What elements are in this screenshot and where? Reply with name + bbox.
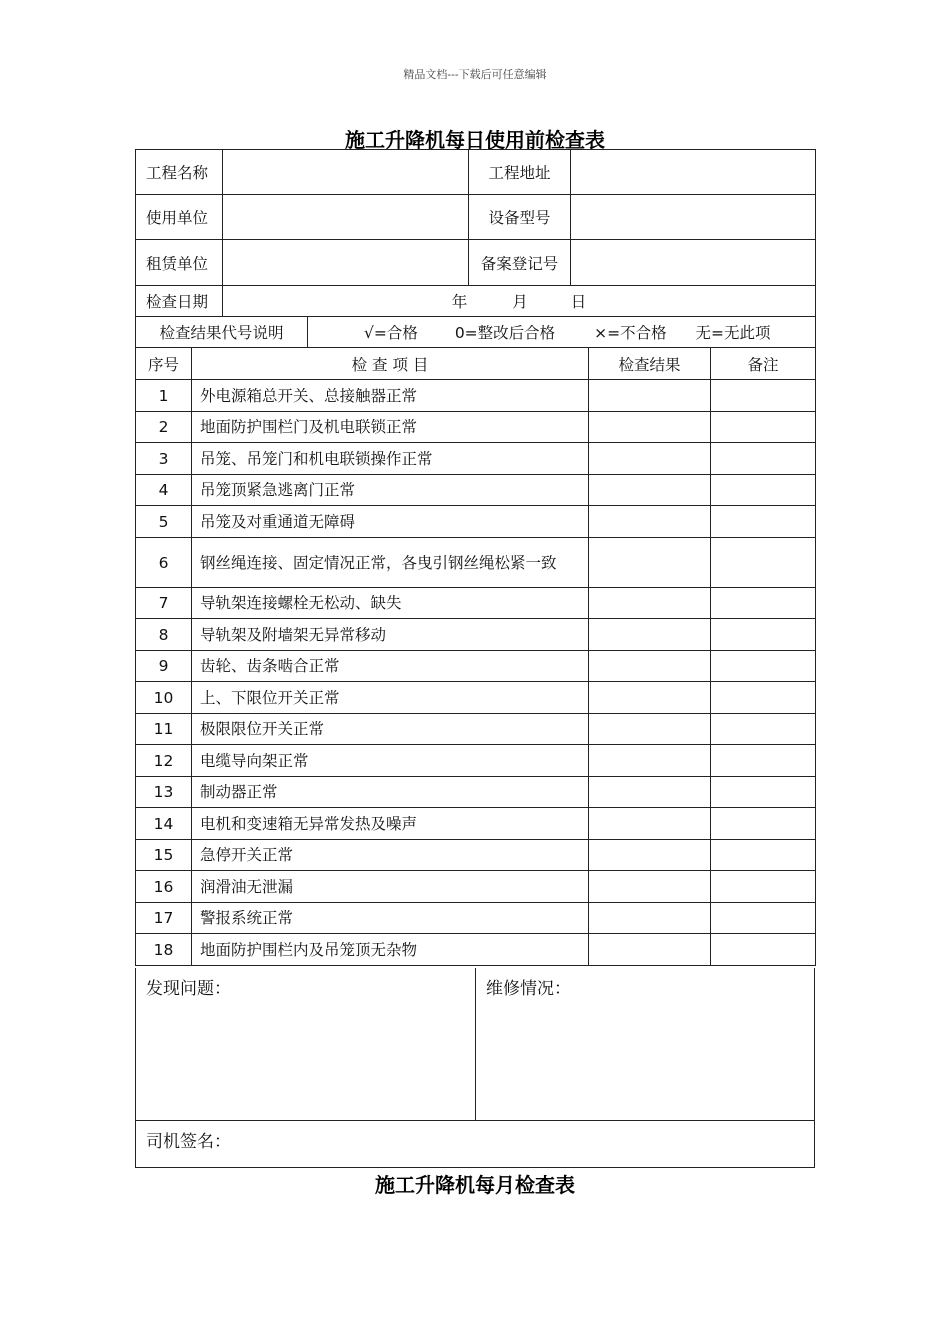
table-row [136, 475, 816, 506]
row-number: 17 [136, 903, 192, 934]
row-remark-cell[interactable] [711, 412, 816, 443]
table-row [136, 840, 816, 871]
project-address-field[interactable] [571, 150, 816, 195]
repair-label: 维修情况： [486, 979, 571, 999]
legend-table [135, 316, 816, 348]
table-row [136, 903, 816, 934]
table-row [136, 745, 816, 777]
row-result-cell[interactable] [589, 871, 711, 903]
project-name-field[interactable] [223, 150, 469, 195]
table-row [136, 412, 816, 443]
info-row-date [136, 286, 816, 317]
col-remark-header: 备注 [711, 348, 816, 380]
table-row [136, 714, 816, 745]
project-name-label: 工程名称 [136, 150, 223, 195]
row-result-cell[interactable] [589, 475, 711, 506]
row-result-cell[interactable] [589, 619, 711, 651]
row-number: 14 [136, 808, 192, 840]
issues-label: 发现问题： [146, 979, 231, 999]
device-model-label: 设备型号 [469, 195, 571, 240]
row-number: 18 [136, 934, 192, 966]
info-row-project [136, 150, 816, 195]
row-remark-cell[interactable] [711, 380, 816, 412]
table-row [136, 871, 816, 903]
col-result-header: 检查结果 [589, 348, 711, 380]
row-result-cell[interactable] [589, 651, 711, 682]
row-remark-cell[interactable] [711, 475, 816, 506]
row-result-cell[interactable] [589, 443, 711, 475]
row-number: 9 [136, 651, 192, 682]
row-check-item: 地面防护围栏内及吊笼顶无杂物 [192, 934, 589, 966]
row-result-cell[interactable] [589, 380, 711, 412]
table-row [136, 651, 816, 682]
row-check-item: 地面防护围栏门及机电联锁正常 [192, 412, 589, 443]
row-number: 2 [136, 412, 192, 443]
table-row [136, 808, 816, 840]
date-month: 月 [512, 293, 528, 311]
row-result-cell[interactable] [589, 588, 711, 619]
row-check-item: 导轨架连接螺栓无松动、缺失 [192, 588, 589, 619]
row-number: 15 [136, 840, 192, 871]
row-remark-cell[interactable] [711, 934, 816, 966]
row-number: 16 [136, 871, 192, 903]
row-remark-cell[interactable] [711, 443, 816, 475]
row-result-cell[interactable] [589, 714, 711, 745]
row-remark-cell[interactable] [711, 538, 816, 588]
check-items-table [135, 347, 816, 966]
driver-sign-label: 司机签名： [146, 1132, 231, 1152]
next-page-title: 施工升降机每月检查表 [375, 1173, 575, 1197]
row-check-item: 导轨架及附墙架无异常移动 [192, 619, 589, 651]
row-check-item: 极限限位开关正常 [192, 714, 589, 745]
legend-fixed: 0=整改后合格 [454, 324, 556, 342]
legend-fail: ×=不合格 [594, 324, 667, 342]
row-check-item: 齿轮、齿条啮合正常 [192, 651, 589, 682]
table-row [136, 619, 816, 651]
row-number: 7 [136, 588, 192, 619]
table-row [136, 682, 816, 714]
row-remark-cell[interactable] [711, 745, 816, 777]
check-date-field[interactable] [223, 286, 816, 317]
row-check-item: 吊笼及对重通道无障碍 [192, 506, 589, 538]
row-check-item: 电缆导向架正常 [192, 745, 589, 777]
row-check-item: 急停开关正常 [192, 840, 589, 871]
legend-values [308, 317, 816, 348]
date-year: 年 [451, 293, 468, 311]
filing-no-field[interactable] [571, 240, 816, 286]
watermark-text: 精品文档---下载后可任意编辑 [403, 68, 547, 81]
row-remark-cell[interactable] [711, 903, 816, 934]
check-table-header [136, 348, 816, 380]
row-check-item: 上、下限位开关正常 [192, 682, 589, 714]
table-row [136, 588, 816, 619]
row-check-item: 警报系统正常 [192, 903, 589, 934]
info-row-lease [136, 240, 816, 286]
row-remark-cell[interactable] [711, 682, 816, 714]
row-result-cell[interactable] [589, 538, 711, 588]
row-result-cell[interactable] [589, 506, 711, 538]
row-check-item: 电机和变速箱无异常发热及噪声 [192, 808, 589, 840]
row-remark-cell[interactable] [711, 808, 816, 840]
row-remark-cell[interactable] [711, 714, 816, 745]
row-result-cell[interactable] [589, 903, 711, 934]
filing-no-label: 备案登记号 [469, 240, 571, 286]
col-item-header: 检 查 项 目 [192, 348, 589, 380]
lease-unit-label: 租赁单位 [136, 240, 223, 286]
table-row [136, 443, 816, 475]
row-number: 8 [136, 619, 192, 651]
row-number: 6 [136, 538, 192, 588]
info-block [135, 149, 815, 966]
row-remark-cell[interactable] [711, 651, 816, 682]
issues-box[interactable] [136, 968, 476, 1120]
row-number: 12 [136, 745, 192, 777]
row-number: 11 [136, 714, 192, 745]
table-row [136, 380, 816, 412]
row-result-cell[interactable] [589, 777, 711, 808]
row-remark-cell[interactable] [711, 619, 816, 651]
check-date-label: 检查日期 [136, 286, 223, 317]
notes-block [135, 968, 815, 1168]
row-check-item: 吊笼顶紧急逃离门正常 [192, 475, 589, 506]
row-remark-cell[interactable] [711, 871, 816, 903]
row-remark-cell[interactable] [711, 506, 816, 538]
row-number: 5 [136, 506, 192, 538]
legend-label: 检查结果代号说明 [136, 317, 308, 348]
repair-box[interactable] [476, 968, 815, 1120]
table-row [136, 934, 816, 966]
table-row [136, 506, 816, 538]
info-row-user [136, 195, 816, 240]
row-result-cell[interactable] [589, 682, 711, 714]
row-number: 4 [136, 475, 192, 506]
legend-pass: √=合格 [364, 324, 418, 342]
row-number: 3 [136, 443, 192, 475]
row-number: 1 [136, 380, 192, 412]
row-result-cell[interactable] [589, 412, 711, 443]
row-check-item: 制动器正常 [192, 777, 589, 808]
info-table [135, 149, 816, 317]
row-remark-cell[interactable] [711, 840, 816, 871]
user-unit-field[interactable] [223, 195, 469, 240]
table-row [136, 538, 816, 588]
row-result-cell[interactable] [589, 745, 711, 777]
row-result-cell[interactable] [589, 934, 711, 966]
row-check-item: 润滑油无泄漏 [192, 871, 589, 903]
row-number: 10 [136, 682, 192, 714]
driver-sign-box[interactable] [136, 1120, 815, 1167]
row-remark-cell[interactable] [711, 588, 816, 619]
date-day: 日 [570, 293, 587, 311]
project-address-label: 工程地址 [469, 150, 571, 195]
col-seq-header: 序号 [136, 348, 192, 380]
legend-none: 无=无此项 [695, 324, 771, 342]
table-row [136, 777, 816, 808]
row-check-item: 外电源箱总开关、总接触器正常 [192, 380, 589, 412]
row-result-cell[interactable] [589, 840, 711, 871]
row-number: 13 [136, 777, 192, 808]
row-result-cell[interactable] [589, 808, 711, 840]
row-check-item: 吊笼、吊笼门和机电联锁操作正常 [192, 443, 589, 475]
user-unit-label: 使用单位 [136, 195, 223, 240]
legend-row [136, 317, 816, 348]
row-check-item: 钢丝绳连接、固定情况正常，各曳引钢丝绳松紧一致 [192, 538, 589, 588]
device-model-field[interactable] [571, 195, 816, 240]
page-title: 施工升降机每日使用前检查表 [345, 128, 605, 152]
lease-unit-field[interactable] [223, 240, 469, 286]
row-remark-cell[interactable] [711, 777, 816, 808]
